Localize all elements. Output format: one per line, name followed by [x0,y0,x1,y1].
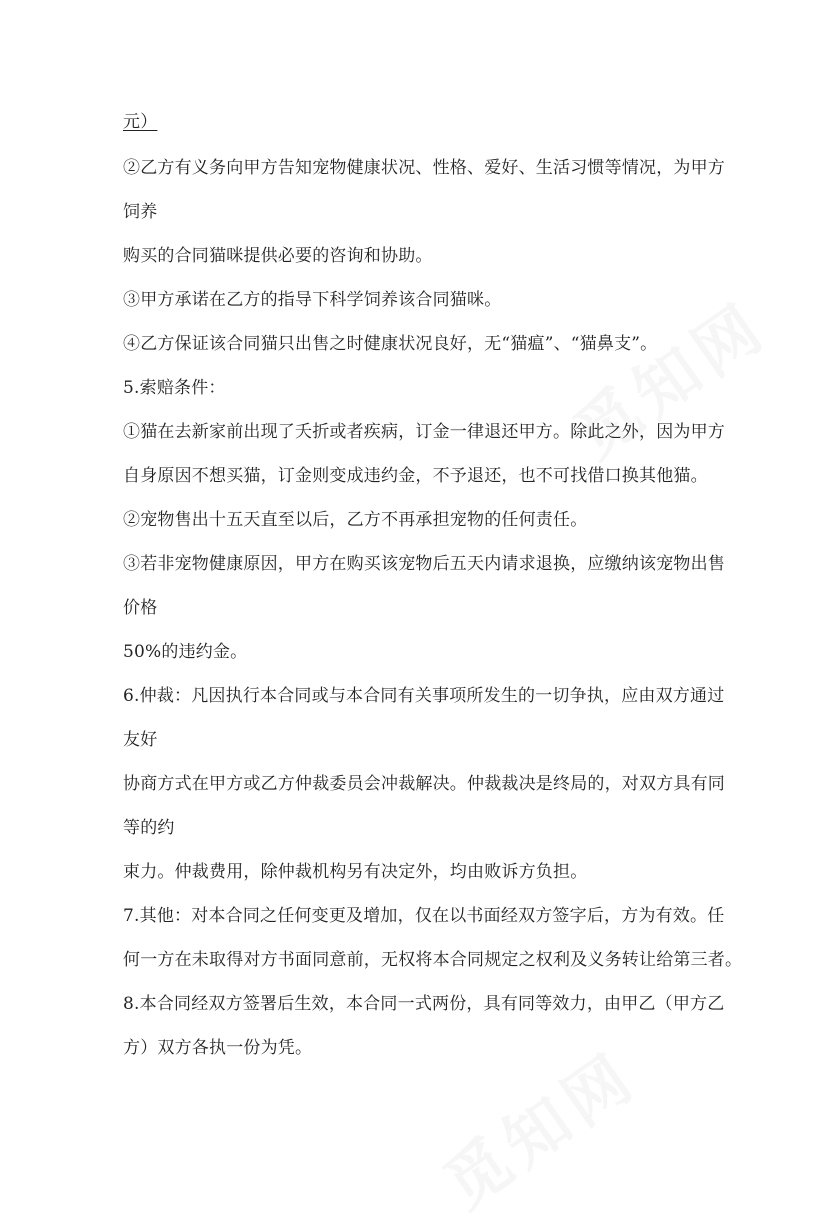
section-heading: 8.本合同经双方签署后生效，本合同一式两份，具有同等效力，由甲乙（甲方乙 [123,994,725,1014]
text-line: 自身原因不想买猫，订金则变成违约金，不予退还，也不可找借口换其他猫。 [123,466,708,486]
section-heading: 5.索赔条件： [123,378,226,398]
text-line: 价格 [123,598,158,618]
section-heading: 6.仲裁：凡因执行本合同或与本合同有关事项所发生的一切争执，应由双方通过 [123,686,725,706]
text-line: ④乙方保证该合同猫只出售之时健康状况良好，无“猫瘟”、“猫鼻支”。 [123,334,658,354]
text-line: 50%的违约金。 [123,642,248,662]
text-line: 元） [123,112,158,132]
text-line: 协商方式在甲方或乙方仲裁委员会冲裁解决。仲裁裁决是终局的，对双方具有同 [123,774,725,794]
text-line: ②乙方有义务向甲方告知宠物健康状况、性格、爱好、生活习惯等情况，为甲方 [123,158,725,178]
watermark: 觅知网 [561,288,782,474]
text-line: 方）双方各执一份为凭。 [123,1038,313,1058]
text-line: ③若非宠物健康原因，甲方在购买该宠物后五天内请求退换，应缴纳该宠物出售 [123,554,725,574]
text-line: 等的约 [123,818,175,838]
text-line: ③甲方承诺在乙方的指导下科学饲养该合同猫咪。 [123,290,502,310]
text-line: 束力。仲裁费用，除仲裁机构另有决定外，均由败诉方负担。 [123,862,588,882]
text-line: 何一方在未取得对方书面同意前，无权将本合同规定之权利及义务转让给第三者。 [123,950,743,970]
text-line: ①猫在去新家前出现了夭折或者疾病，订金一律退还甲方。除此之外，因为甲方 [123,422,725,442]
text-line: 购买的合同猫咪提供必要的咨询和协助。 [123,246,433,266]
text-line: 饲养 [123,202,158,222]
text-line: ②宠物售出十五天直至以后，乙方不再承担宠物的任何责任。 [123,510,588,530]
section-heading: 7.其他：对本合同之任何变更及增加，仅在以书面经双方签字后，方为有效。任 [123,906,725,926]
text-line: 友好 [123,730,158,750]
watermark: 觅知网 [431,1038,652,1224]
